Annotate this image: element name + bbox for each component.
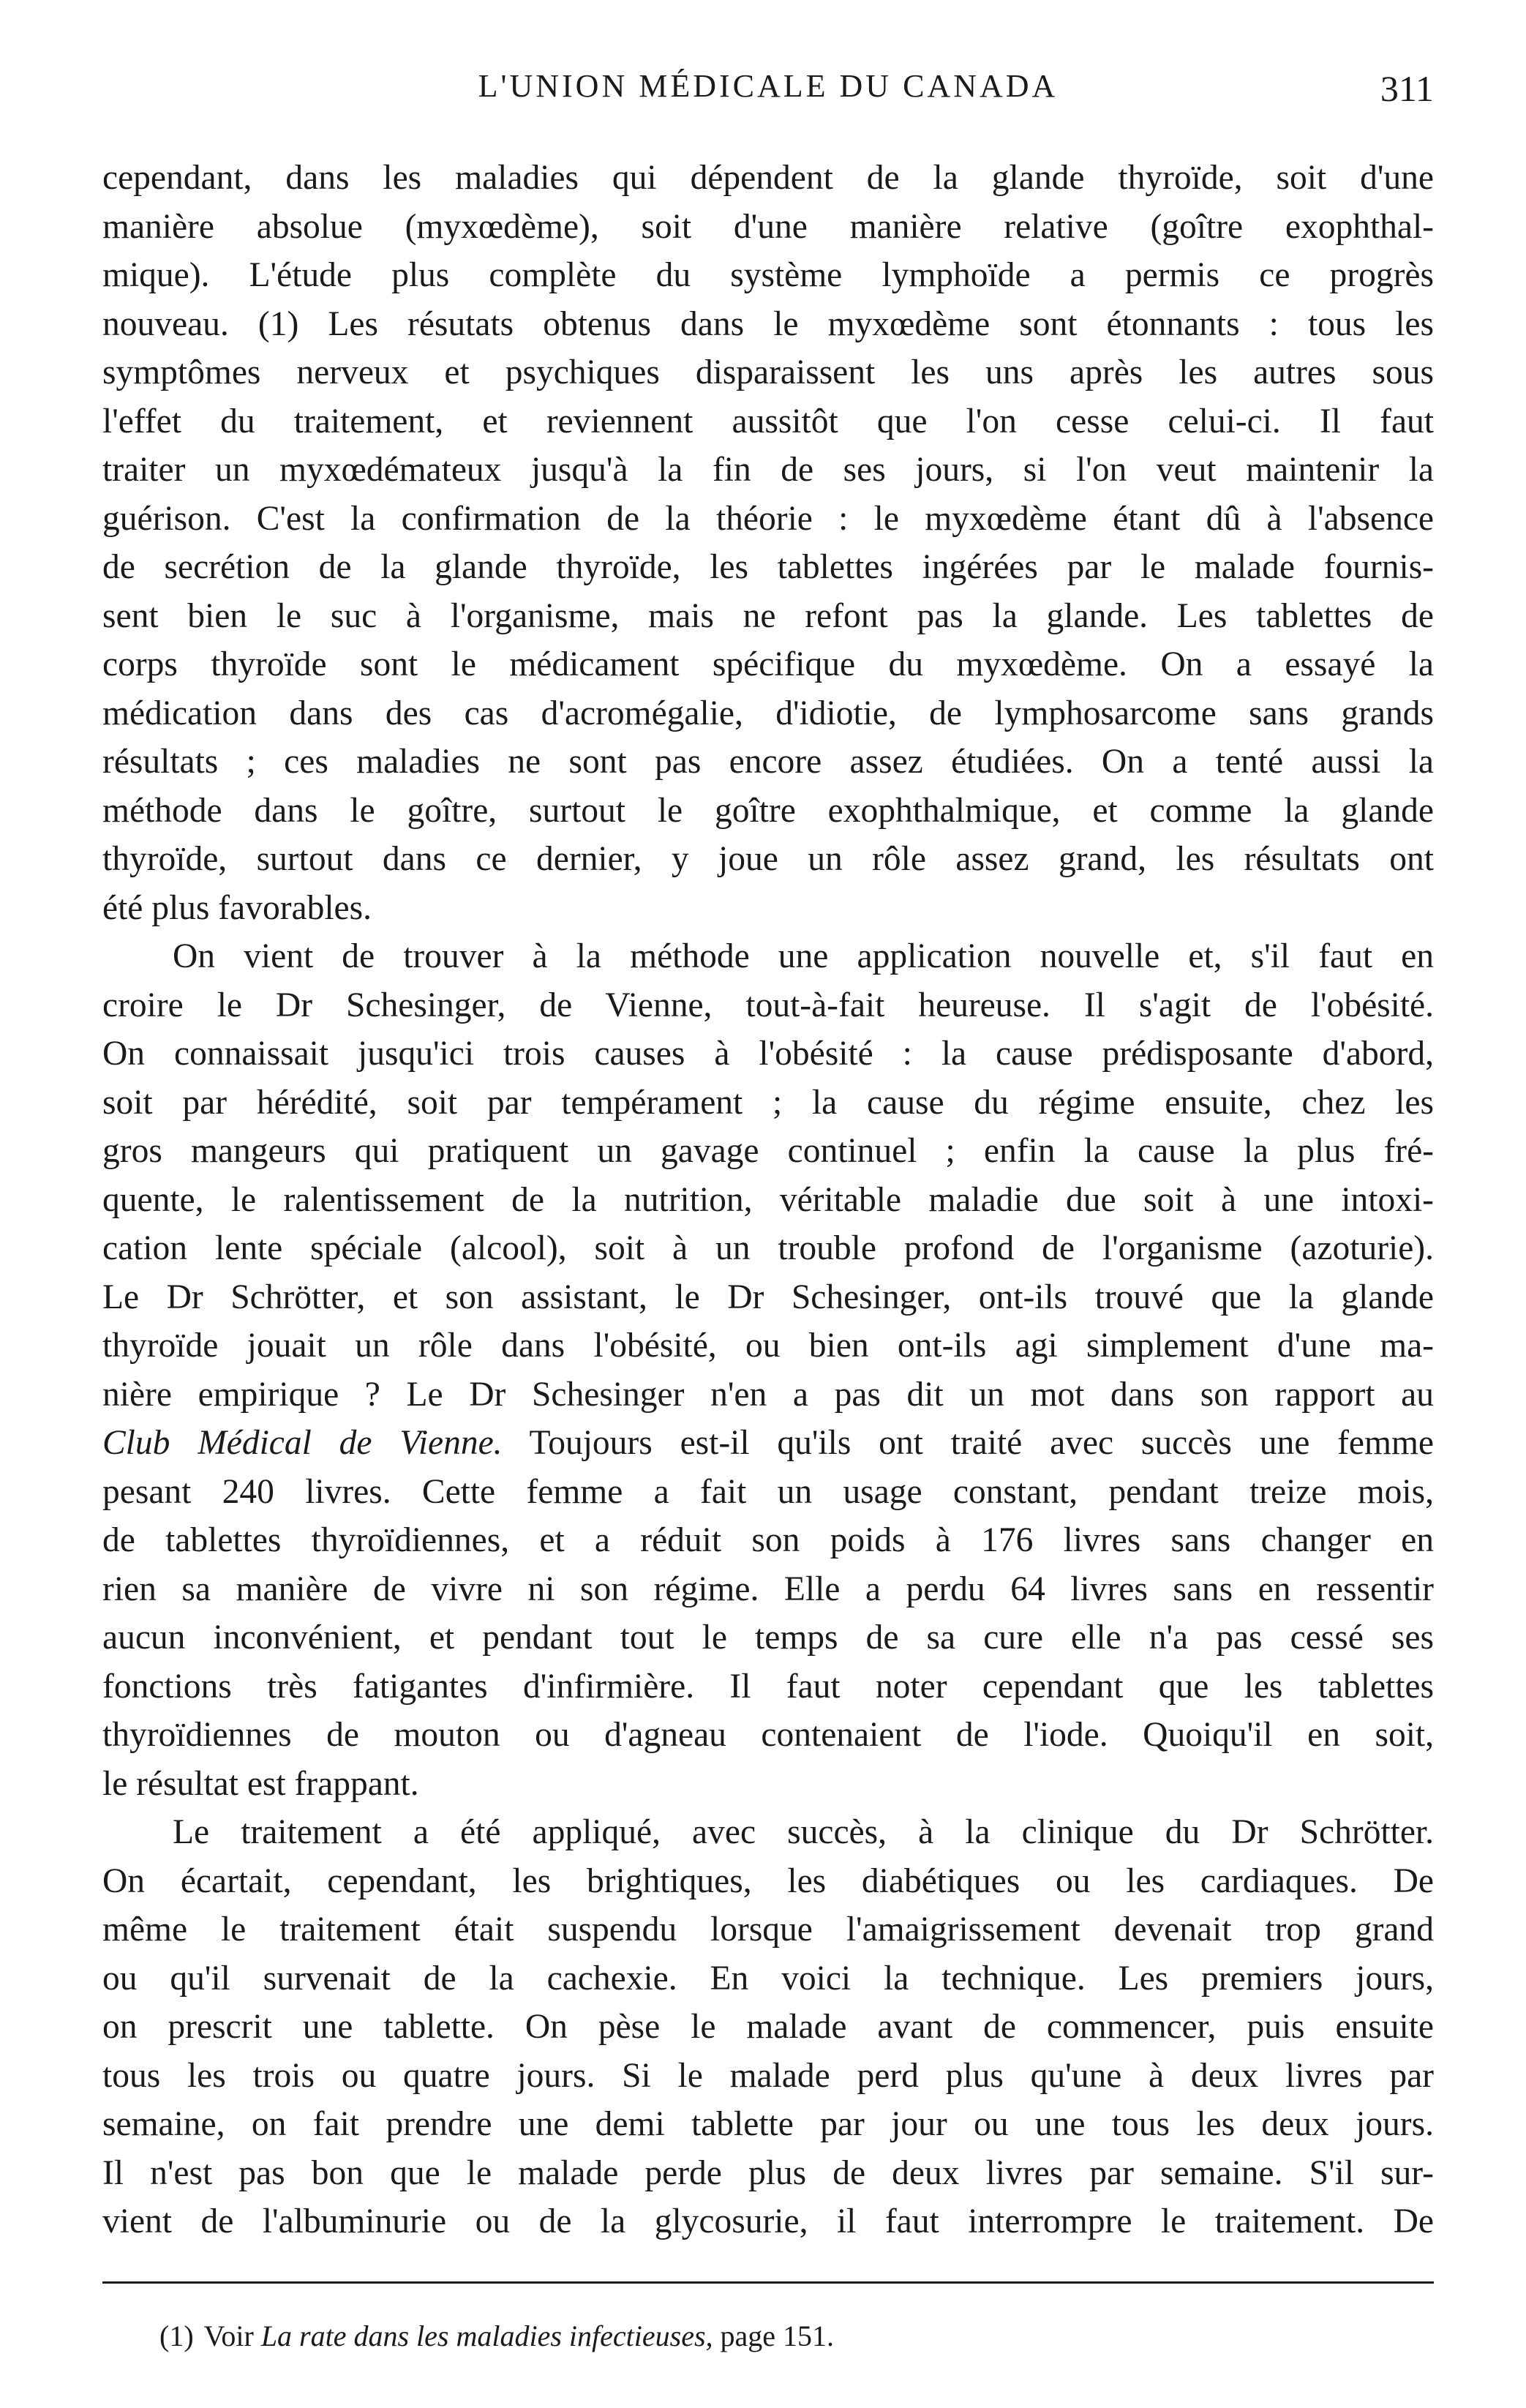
paragraph-3 xyxy=(102,1808,1434,2246)
text-line: été plus favorables. xyxy=(102,888,372,927)
footnote-prefix: Voir xyxy=(203,2319,261,2352)
text-line: sent bien le suc à l'organisme, mais ne refont pas la glande. Les tablettes de xyxy=(102,596,1434,635)
text-line: nouveau. (1) Les résutats obtenus dans le myxœdème sont étonnants : tous les xyxy=(102,304,1434,343)
text-line: cation lente spéciale (alcool), soit à un trouble profond de l'organisme (azoturie). xyxy=(102,1229,1434,1267)
text-line: manière absolue (myxœdème), soit d'une manière relative (goître exophthal- xyxy=(102,207,1434,246)
text-line: soit par hérédité, soit par tempérament ; la cause du régime ensuite, chez les xyxy=(102,1083,1434,1122)
text-line: Le traitement a été appliqué, avec succès, à la clinique du Dr Schrötter. xyxy=(173,1813,1434,1851)
text-line: aucun inconvénient, et pendant tout le temps de sa cure elle n'a pas cessé ses xyxy=(102,1619,1434,1657)
text-line: gros mangeurs qui pratiquent un gavage continuel ; enfin la cause la plus fré- xyxy=(102,1132,1434,1170)
text-line: thyroïdiennes de mouton ou d'agneau contenaient de l'iode. Quoiqu'il en soit, xyxy=(102,1716,1434,1754)
text-line: de secrétion de la glande thyroïde, les tablettes ingérées par le malade fournis- xyxy=(102,548,1434,586)
text-line: corps thyroïde sont le médicament spécifique du myxœdème. On a essayé la xyxy=(102,645,1434,683)
club-line-rest: Toujours est-il qu'ils ont traité avec succès une femme xyxy=(502,1424,1434,1462)
text-line: rien sa manière de vivre ni son régime. Elle a perdu 64 livres sans en ressentir xyxy=(102,1569,1434,1608)
text-line: traiter un myxœdémateux jusqu'à la fin de ses jours, si l'on veut maintenir la xyxy=(102,451,1434,489)
text-line: On connaissait jusqu'ici trois causes à l'obésité : la cause prédisposante d'abord, xyxy=(102,1035,1434,1073)
text-line: On vient de trouver à la méthode une application nouvelle et, s'il faut en xyxy=(173,937,1434,975)
text-line-club xyxy=(102,1419,1434,1468)
journal-title: L'UNION MÉDICALE DU CANADA xyxy=(478,68,1059,104)
text-line: ou qu'il survenait de la cachexie. En voici la technique. Les premiers jours, xyxy=(102,1959,1434,1998)
text-line: Il n'est pas bon que le malade perde plus de deux livres par semaine. S'il sur- xyxy=(102,2153,1434,2192)
text-line: fonctions très fatigantes d'infirmière. Il faut noter cependant que les tablettes xyxy=(102,1667,1434,1706)
footnote-suffix: page 151. xyxy=(713,2319,835,2352)
text-line: on prescrit une tablette. On pèse le malade avant de commencer, puis ensuite xyxy=(102,2008,1434,2046)
page-number: 311 xyxy=(1380,68,1434,109)
text-line: mique). L'étude plus complète du système lymphoïde a permis ce progrès xyxy=(102,256,1434,294)
footnote-reference-title: La rate dans les maladies infectieuses, xyxy=(260,2319,713,2352)
text-line: thyroïde, surtout dans ce dernier, y joue un rôle assez grand, les résultats ont xyxy=(102,840,1434,878)
text-line: le résultat est frappant. xyxy=(102,1764,419,1803)
footnote-rule xyxy=(102,2281,1434,2284)
text-line: On écartait, cependant, les brightiques, les diabétiques ou les cardiaques. De xyxy=(102,1861,1434,1900)
text-line: quente, le ralentissement de la nutrition, véritable maladie due soit à une intoxi- xyxy=(102,1180,1434,1219)
text-line: de tablettes thyroïdiennes, et a réduit son poids à 176 livres sans changer en xyxy=(102,1521,1434,1559)
text-line: semaine, on fait prendre une demi tablette par jour ou une tous les deux jours. xyxy=(102,2105,1434,2143)
text-line: l'effet du traitement, et reviennent aussitôt que l'on cesse celui-ci. Il faut xyxy=(102,402,1434,440)
club-name: Club Médical de Vienne. xyxy=(102,1424,503,1462)
text-line: Le Dr Schrötter, et son assistant, le Dr Schesinger, ont-ils trouvé que la glande xyxy=(102,1278,1434,1316)
footnote xyxy=(159,2318,834,2355)
footnote-marker: (1) xyxy=(159,2319,194,2352)
text-line: pesant 240 livres. Cette femme a fait un usage constant, pendant treize mois, xyxy=(102,1472,1434,1511)
text-line: cependant, dans les maladies qui dépendent de la glande thyroïde, soit d'une xyxy=(102,159,1434,197)
text-line: médication dans des cas d'acromégalie, d'idiotie, de lymphosarcome sans grands xyxy=(102,694,1434,732)
text-line: vient de l'albuminurie ou de la glycosurie, il faut interrompre le traitement. De xyxy=(102,2202,1434,2240)
paragraph-1 xyxy=(102,154,1434,932)
text-line: thyroïde jouait un rôle dans l'obésité, ou bien ont-ils agi simplement d'une ma- xyxy=(102,1327,1434,1365)
text-line: symptômes nerveux et psychiques disparaissent les uns après les autres sous xyxy=(102,353,1434,391)
body-text xyxy=(102,154,1434,2246)
text-line: résultats ; ces maladies ne sont pas encore assez étudiées. On a tenté aussi la xyxy=(102,743,1434,781)
text-line: même le traitement était suspendu lorsque l'amaigrissement devenait trop grand xyxy=(102,1910,1434,1948)
paragraph-2 xyxy=(102,932,1434,1808)
text-line: nière empirique ? Le Dr Schesinger n'en a pas dit un mot dans son rapport au xyxy=(102,1375,1434,1414)
text-line: croire le Dr Schesinger, de Vienne, tout-à-fait heureuse. Il s'agit de l'obésité. xyxy=(102,986,1434,1024)
running-head xyxy=(102,67,1434,119)
text-line: tous les trois ou quatre jours. Si le malade perd plus qu'une à deux livres par xyxy=(102,2056,1434,2095)
text-line: guérison. C'est la confirmation de la théorie : le myxœdème étant dû à l'absence xyxy=(102,499,1434,538)
text-line: méthode dans le goître, surtout le goître exophthalmique, et comme la glande xyxy=(102,791,1434,830)
